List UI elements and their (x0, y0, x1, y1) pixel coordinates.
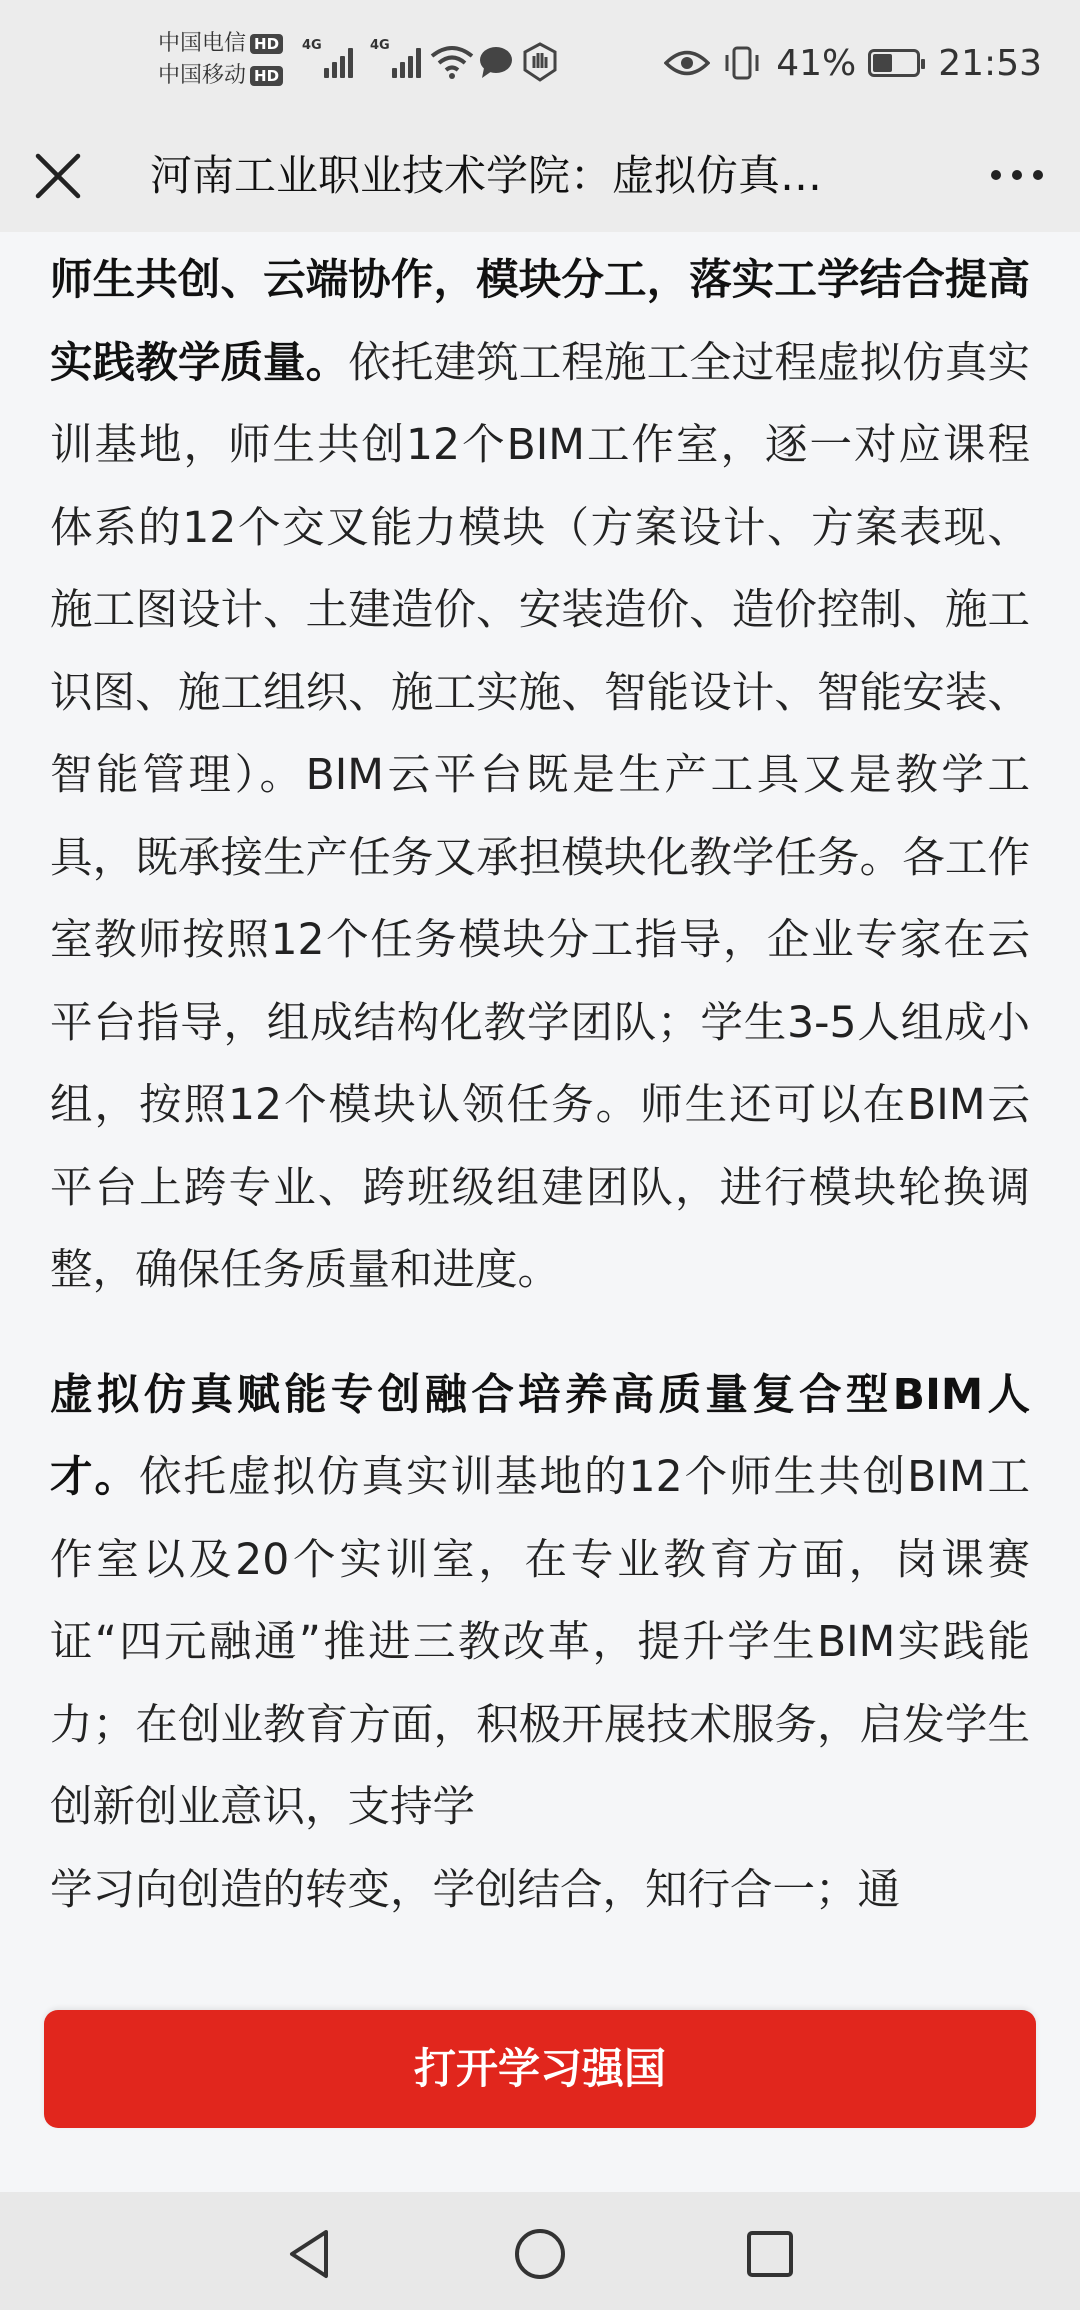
status-right-cluster (664, 38, 1042, 88)
eye-icon (664, 48, 710, 78)
carrier-2: 中国移动 (158, 63, 247, 88)
article-paragraph-2-continued (50, 1850, 1030, 1933)
carrier-info (158, 28, 283, 92)
vibrate-icon (722, 45, 762, 81)
hd-badge-1: HD (250, 34, 283, 54)
open-xuexi-app-button[interactable]: 打开学习强国 (44, 2010, 1036, 2128)
clock: 21:53 (938, 42, 1042, 84)
paragraph-1-text: 依托建筑工程施工全过程虚拟仿真实训基地，师生共创12个BIM工作室，逐一对应课程体系的12个交叉能力模块（方案设计、方案表现、施工图设计、土建造价、安装造价、造价控制、施工识图、施工组织、施工实施、智能设计、智能安装、智能管理）。BIM云平台既是生产工具又是教学工具，既承接生产任务又承担模块化教学任务。各工作室教师按照12个任务模块分工指导，企业专家在云平台指导，组成结构化教学团队；学生3-5人组成小组，按照12个模块认领任务。师生还可以在BIM云平台上跨专业、跨班级组建团队，进行模块轮换调整，确保任务质量和进度。 (50, 338, 1030, 1295)
paragraph-2-text: 依托虚拟仿真实训基地的12个师生共创BIM工作室以及20个实训室，在专业教育方面，岗课赛证“四元融通”推进三教改革，提升学生BIM实践能力；在创业教育方面，积极开展技术服务，启发学生创新创业意识，支持学 (50, 1453, 1030, 1832)
battery-percent: 41% (776, 42, 857, 84)
more-icon[interactable] (982, 150, 1052, 200)
close-icon[interactable] (30, 148, 86, 204)
system-nav-bar (0, 2192, 1080, 2310)
article-paragraph-2 (50, 1355, 1030, 1850)
paragraph-2-tail: 学习向创造的转变，学创结合，知行合一；通 (50, 1865, 901, 1915)
status-bar (0, 0, 1080, 120)
recents-icon[interactable] (740, 2224, 800, 2284)
paragraph-2-heading: 虚拟仿真赋能专创融合培养高质量复合型BIM人才。 (50, 1370, 1030, 1502)
article-body (50, 232, 1030, 2192)
network-type-2: 4G (370, 38, 390, 53)
carrier-1: 中国电信 (158, 31, 247, 56)
top-nav-bar (0, 120, 1080, 232)
page-title: 河南工业职业技术学院：虚拟仿真… (150, 151, 823, 200)
battery-icon (868, 49, 920, 77)
wifi-icon (430, 44, 474, 80)
back-icon[interactable] (280, 2224, 340, 2284)
hand-badge-icon (522, 42, 558, 82)
chat-bubble-icon (478, 44, 514, 80)
network-type-1: 4G (302, 38, 322, 53)
hd-badge-2: HD (250, 66, 283, 86)
article-paragraph-1 (50, 240, 1030, 1313)
home-icon[interactable] (510, 2224, 570, 2284)
paragraph-1-heading: 师生共创、云端协作，模块分工，落实工学结合提高实践教学质量。 (50, 256, 1030, 388)
